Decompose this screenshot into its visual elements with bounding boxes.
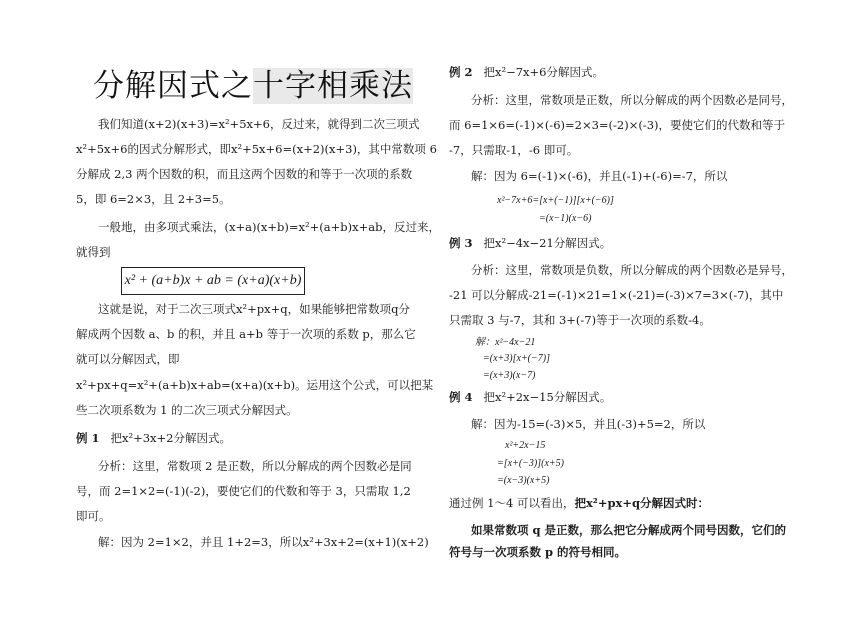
example4-formula-line1: =[x+(−3)](x+5) [497, 458, 564, 469]
para3-line2: 解成两个因数 a、b 的积，并且 a+b 等于一次项的系数 p，那么它 [76, 327, 416, 341]
example3-analysis-line2: -21 可以分解成-21=(-1)×21=1×(-21)=(-3)×7=3×(-7)，其中 [449, 288, 784, 302]
example1-prompt: 把x²+3x+2分解因式。 [110, 431, 231, 445]
summary-rule-line2: 符号与一次项系数 p 的符号相同。 [449, 545, 627, 559]
para1-line2: x²+5x+6的因式分解形式，即x²+5x+6=(x+2)(x+3)，其中常数项 6 [76, 142, 437, 156]
example3-formula-line0: 解：x²−4x−21 [475, 337, 536, 348]
document-title [93, 60, 413, 112]
example3-analysis-line3: 只需取 3 与-7，其和 3+(-7)等于一次项的系数-4。 [449, 313, 711, 327]
para1-line1: 我们知道(x+2)(x+3)=x²+5x+6，反过来，就得到二次三项式 [98, 117, 420, 131]
example3-heading [449, 231, 611, 256]
example4-label: 例 4 [449, 390, 473, 404]
example2-analysis-line1: 分析：这里，常数项是正数，所以分解成的两个因数必是同号， [471, 93, 793, 107]
title-part-2-highlighted: 十字相乘法 [253, 68, 413, 104]
example4-formula-line0: x²+2x−15 [505, 440, 546, 451]
title-part-1: 分解因式之 [93, 68, 253, 104]
example4-formula-line2: =(x−3)(x+5) [497, 475, 550, 486]
example2-analysis-line3: -7，只需取-1，-6 即可。 [449, 143, 579, 157]
para3-line5: 些二次项系数为 1 的二次三项式分解因式。 [76, 403, 298, 417]
example2-prompt: 把x²−7x+6分解因式。 [483, 65, 604, 79]
para3-line1: 这就是说，对于二次三项式x²+px+q，如果能够把常数项q分 [98, 302, 410, 316]
example4-solution: 解：因为-15=(-3)×5，并且(-3)+5=2，所以 [471, 417, 706, 431]
example1-heading [76, 426, 231, 451]
example2-heading [449, 60, 604, 85]
example2-formula-line2: =(x−1)(x−6) [539, 213, 592, 224]
boxed-formula: x² + (a+b)x + ab = (x+a)(x+b) [121, 267, 305, 295]
para1-line4: 5，即 6=2×3，且 2+3=5。 [76, 192, 231, 206]
example1-analysis-line1: 分析：这里，常数项 2 是正数，所以分解成的两个因数必是同 [98, 459, 412, 473]
summary-line1 [449, 491, 709, 516]
example3-label: 例 3 [449, 236, 473, 250]
example1-solution: 解：因为 2=1×2，并且 1+2=3，所以x²+3x+2=(x+1)(x+2) [98, 535, 429, 549]
example2-solution: 解：因为 6=(-1)×(-6)，并且(-1)+(-6)=-7，所以 [471, 169, 728, 183]
para3-line4: x²+px+q=x²+(a+b)x+ab=(x+a)(x+b)。运用这个公式，可以把某 [76, 378, 434, 392]
example3-analysis-line1: 分析：这里，常数项是负数，所以分解成的两个因数必是异号， [471, 263, 793, 277]
summary-bold: 把x²+px+q分解因式时： [574, 496, 710, 510]
summary-rule-line1: 如果常数项 q 是正数，那么把它分解成两个同号因数，它们的 [471, 523, 787, 537]
example2-analysis-line2: 而 6=1×6=(-1)×(-6)=2×3=(-2)×(-3)，要使它们的代数和等于 [449, 118, 786, 132]
example2-formula-line1: x²−7x+6=[x+(−1)][x+(−6)] [497, 195, 614, 206]
para1-line3: 分解成 2,3 两个因数的积，而且这两个因数的和等于一次项的系数 [76, 167, 413, 181]
example3-prompt: 把x²−4x−21分解因式。 [483, 236, 612, 250]
example1-analysis-line2: 号，而 2=1×2=(-1)(-2)，要使它们的代数和等于 3，只需取 1,2 [76, 484, 411, 498]
example1-label: 例 1 [76, 431, 100, 445]
example3-formula-line1: =(x+3)[x+(−7)] [483, 353, 550, 364]
para2-line2: 就得到 [76, 245, 111, 259]
example3-formula-line2: =(x+3)(x−7) [483, 370, 536, 381]
para3-line3: 就可以分解因式，即 [76, 352, 180, 366]
summary-intro: 通过例 1～4 可以看出， [449, 496, 575, 510]
example1-analysis-line3: 即可。 [76, 509, 111, 523]
para2-line1: 一般地，由多项式乘法，(x+a)(x+b)=x²+(a+b)x+ab，反过来， [98, 220, 440, 234]
example2-label: 例 2 [449, 65, 473, 79]
example4-heading [449, 385, 611, 410]
example4-prompt: 把x²+2x−15分解因式。 [483, 390, 612, 404]
